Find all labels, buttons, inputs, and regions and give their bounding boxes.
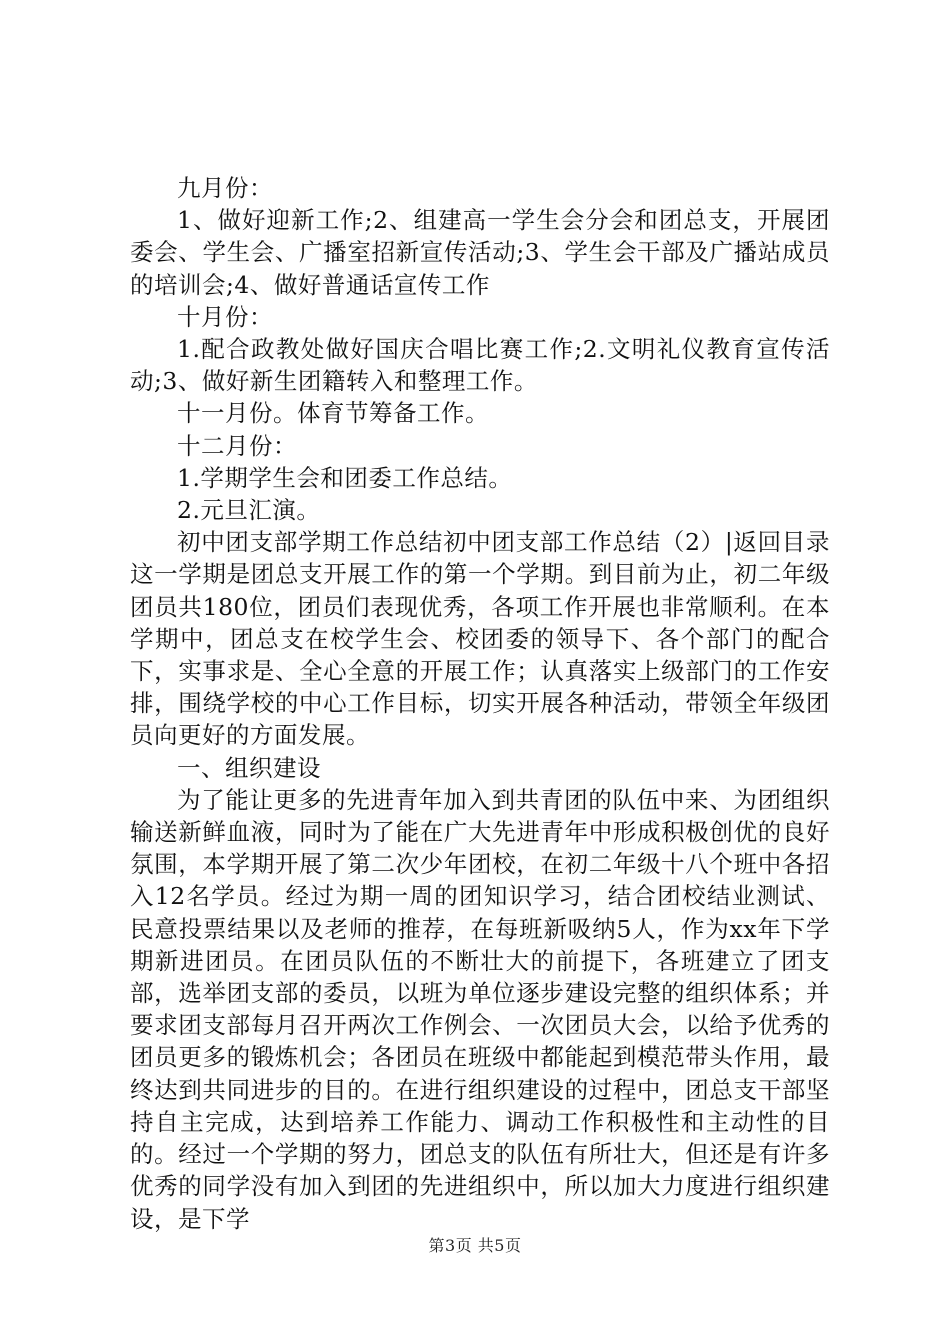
paragraph-december-task-1: 1.学期学生会和团委工作总结。 xyxy=(177,463,513,492)
paragraph-organization-body: 为了能让更多的先进青年加入到共青团的队伍中来、为团组织输送新鲜血液，同时为了能在广大先进青年中形成积极创优的良好氛围，本学期开展了第二次少年团校，在初二年级十八个班中各招入12名学员。经过为期一周的团知识学习，结合团校结业测试、民意投票结果以及老师的推荐，在每班新吸纳5人，作为xx年下学期新进团员。在团员队伍的不断壮大的前提下，各班建立了团支部，选举团支部的委员，以班为单位逐步建设完整的组织体系；并要求团支部每月召开两次工作例会、一次团员大会，以给予优秀的团员更多的锻炼机会；各团员在班级中都能起到模范带头作用，最终达到共同进步的目的。在进行组织建设的过程中，团总支干部坚持自主完成，达到培养工作能力、调动工作积极性和主动性的目的。经过一个学期的努力，团总支的队伍有所壮大，但还是有许多优秀的同学没有加入到团的先进组织中，所以加大力度进行组织建设，是下学 xyxy=(130,785,830,1233)
paragraph-december-task-2: 2.元旦汇演。 xyxy=(177,496,321,525)
paragraph-november: 十一月份。体育节筹备工作。 xyxy=(177,399,489,428)
paragraph-september-tasks: 1、做好迎新工作;2、组建高一学生会分会和团总支，开展团委会、学生会、广播室招新宣传活动;3、学生会干部及广播站成员的培训会;4、做好普通话宣传工作 xyxy=(130,206,830,299)
section-heading-organization: 一、组织建设 xyxy=(177,753,321,782)
document-body xyxy=(130,172,830,1235)
paragraph-september-heading: 九月份： xyxy=(177,174,273,202)
page-number-footer: 第3页 共5页 xyxy=(428,1236,522,1255)
paragraph-summary-intro: 初中团支部学期工作总结初中团支部工作总结（2）|返回目录这一学期是团总支开展工作的第一个学期。到目前为止，初二年级团员共180位，团员们表现优秀，各项工作开展也非常顺利。在本学期中，团总支在校学生会、校团委的领导下、各个部门的配合下，实事求是、全心全意的开展工作；认真落实上级部门的工作安排，围绕学校的中心工作目标，切实开展各种活动，带领全年级团员向更好的方面发展。 xyxy=(130,528,830,750)
paragraph-december-heading: 十二月份： xyxy=(177,431,297,460)
paragraph-october-heading: 十月份： xyxy=(177,302,273,331)
paragraph-october-tasks: 1.配合政教处做好国庆合唱比赛工作;2.文明礼仪教育宣传活动;3、做好新生团籍转入和整理工作。 xyxy=(130,335,830,396)
